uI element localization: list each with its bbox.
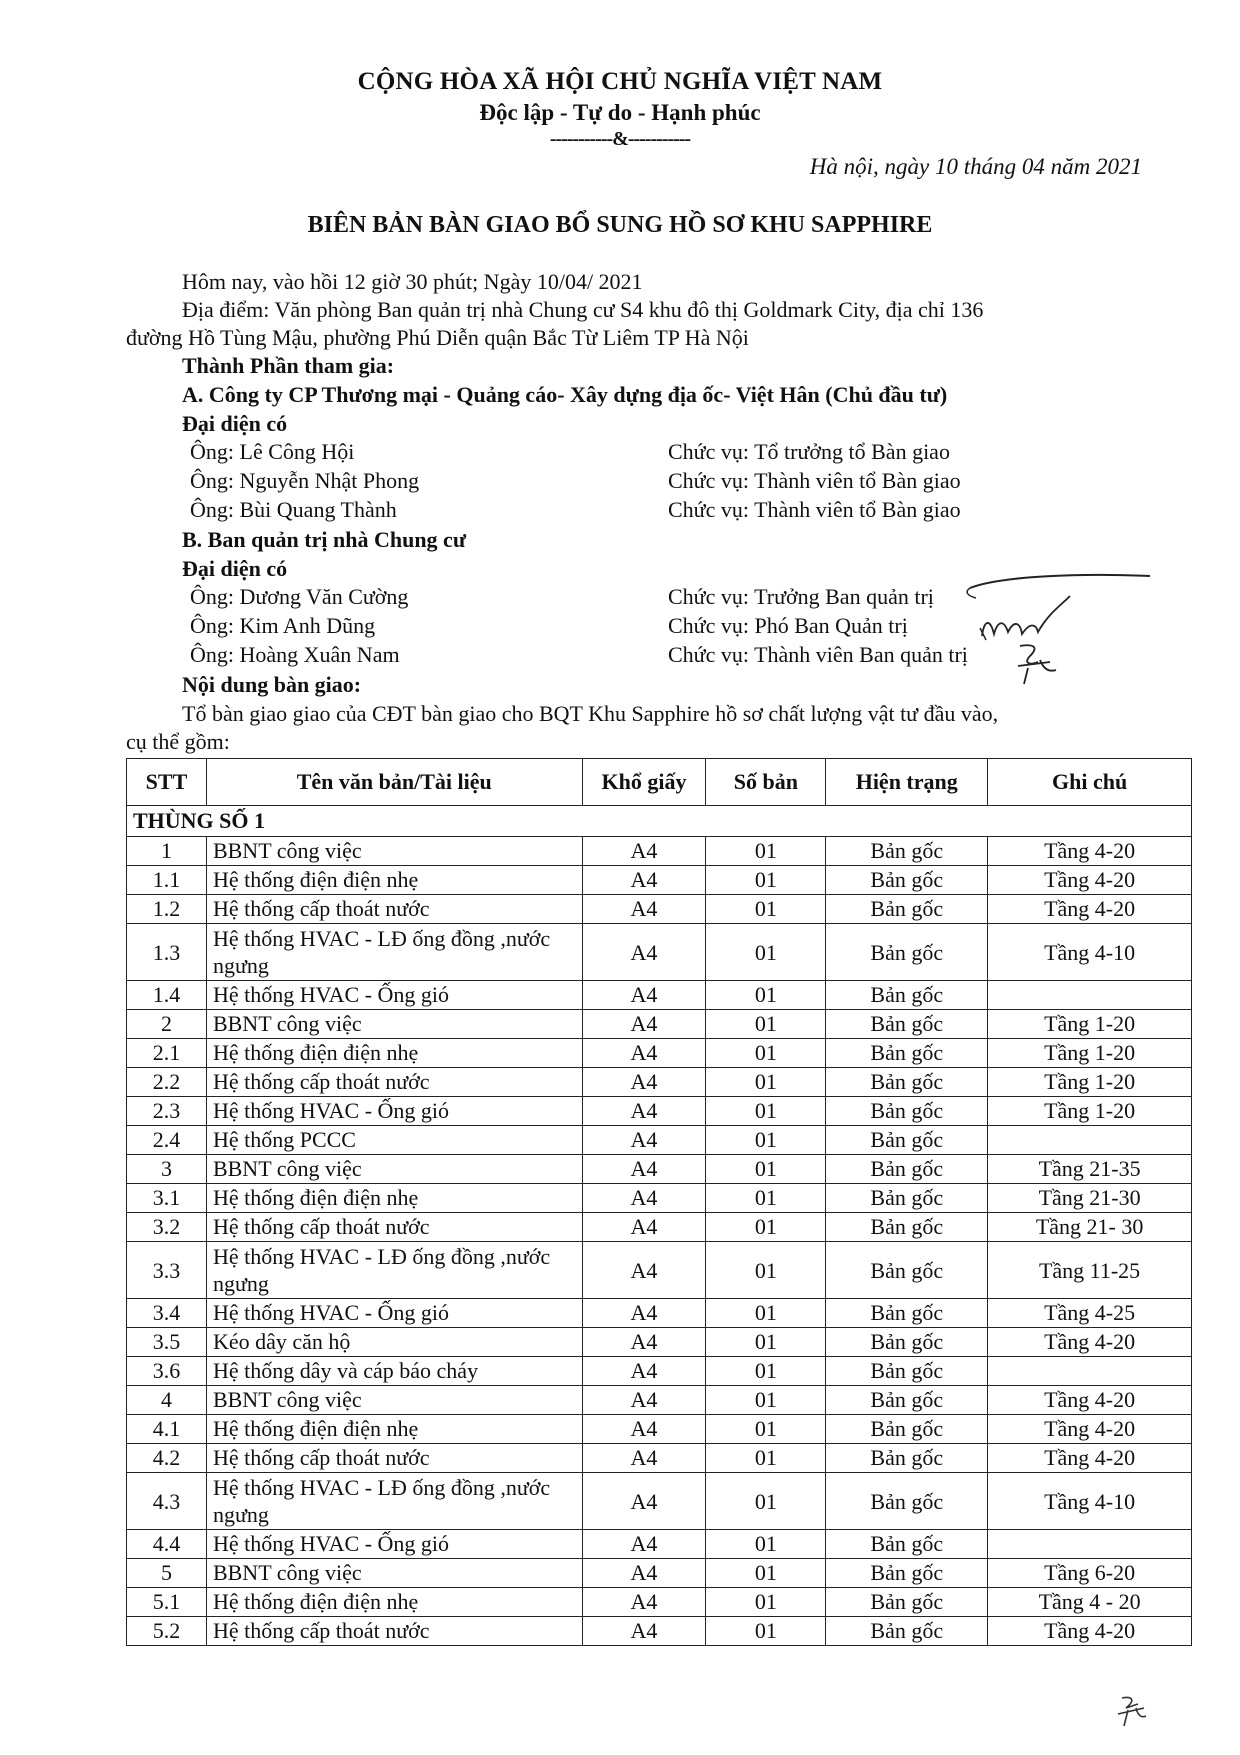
cell-document-name: Hệ thống điện điện nhẹ xyxy=(206,1415,582,1444)
table-row xyxy=(127,1328,1192,1357)
column-header-name: Tên văn bản/Tài liệu xyxy=(206,759,582,806)
party-a-rep-label: Đại diện có xyxy=(182,411,288,436)
cell-paper-size: A4 xyxy=(582,1415,706,1444)
table-row xyxy=(127,981,1192,1010)
cell-status: Bản gốc xyxy=(826,1126,988,1155)
cell-stt: 3.4 xyxy=(127,1299,207,1328)
cell-stt: 5.1 xyxy=(127,1588,207,1617)
table-row xyxy=(127,1617,1192,1646)
cell-note: Tầng 21- 30 xyxy=(988,1213,1192,1242)
cell-note: Tầng 4-20 xyxy=(988,1415,1192,1444)
cell-document-name: Hệ thống cấp thoát nước xyxy=(206,1617,582,1646)
table-row xyxy=(127,837,1192,866)
cell-status: Bản gốc xyxy=(826,981,988,1010)
cell-copies: 01 xyxy=(706,1242,826,1299)
cell-note: Tầng 1-20 xyxy=(988,1097,1192,1126)
cell-document-name: Hệ thống PCCC xyxy=(206,1126,582,1155)
table-body xyxy=(127,806,1192,1646)
cell-status: Bản gốc xyxy=(826,1184,988,1213)
table-row xyxy=(127,1213,1192,1242)
column-header-copies: Số bản xyxy=(706,759,826,806)
cell-status: Bản gốc xyxy=(826,1155,988,1184)
cell-stt: 3.1 xyxy=(127,1184,207,1213)
content-desc-line1: Tổ bàn giao giao của CĐT bàn giao cho BQT Khu Sapphire hồ sơ chất lượng vật tư đầu vào, xyxy=(182,701,999,726)
cell-note: Tầng 4-25 xyxy=(988,1299,1192,1328)
cell-copies: 01 xyxy=(706,1155,826,1184)
cell-stt: 5.2 xyxy=(127,1617,207,1646)
cell-status: Bản gốc xyxy=(826,1242,988,1299)
cell-status: Bản gốc xyxy=(826,1328,988,1357)
cell-copies: 01 xyxy=(706,1299,826,1328)
cell-note: Tầng 4-20 xyxy=(988,837,1192,866)
content-label: Nội dung bàn giao: xyxy=(182,672,362,697)
cell-stt: 1 xyxy=(127,837,207,866)
cell-document-name: Hệ thống điện điện nhẹ xyxy=(206,1039,582,1068)
cell-copies: 01 xyxy=(706,924,826,981)
cell-copies: 01 xyxy=(706,837,826,866)
cell-note: Tầng 4-20 xyxy=(988,1386,1192,1415)
party-b-member-role: Chức vụ: Trưởng Ban quản trị xyxy=(668,584,934,609)
intro-location-line2: đường Hồ Tùng Mậu, phường Phú Diễn quận Bắc Từ Liêm TP Hà Nội xyxy=(126,325,749,350)
table-row xyxy=(127,1299,1192,1328)
table-row xyxy=(127,1473,1192,1530)
cell-note: Tầng 4-10 xyxy=(988,1473,1192,1530)
cell-paper-size: A4 xyxy=(582,837,706,866)
participants-label: Thành Phần tham gia: xyxy=(182,353,395,378)
column-header-status: Hiện trạng xyxy=(826,759,988,806)
cell-note: Tầng 4-20 xyxy=(988,866,1192,895)
table-row xyxy=(127,1588,1192,1617)
cell-status: Bản gốc xyxy=(826,1357,988,1386)
table-row xyxy=(127,895,1192,924)
cell-document-name: Hệ thống điện điện nhẹ xyxy=(206,1184,582,1213)
cell-paper-size: A4 xyxy=(582,1559,706,1588)
cell-paper-size: A4 xyxy=(582,1242,706,1299)
cell-paper-size: A4 xyxy=(582,1039,706,1068)
party-a-member-role: Chức vụ: Thành viên tổ Bàn giao xyxy=(668,468,961,493)
cell-paper-size: A4 xyxy=(582,1530,706,1559)
intro-time: Hôm nay, vào hồi 12 giờ 30 phút; Ngày 10/04/ 2021 xyxy=(182,269,643,294)
cell-copies: 01 xyxy=(706,1068,826,1097)
cell-stt: 1.1 xyxy=(127,866,207,895)
cell-stt: 1.4 xyxy=(127,981,207,1010)
party-b-heading: B. Ban quản trị nhà Chung cư xyxy=(182,527,467,552)
cell-paper-size: A4 xyxy=(582,1126,706,1155)
cell-document-name: Hệ thống HVAC - LĐ ống đồng ,nước ngưng xyxy=(206,1473,582,1530)
cell-status: Bản gốc xyxy=(826,924,988,981)
cell-note: Tầng 21-30 xyxy=(988,1184,1192,1213)
cell-copies: 01 xyxy=(706,1097,826,1126)
party-a-member-name: Ông: Nguyễn Nhật Phong xyxy=(190,468,420,493)
cell-paper-size: A4 xyxy=(582,866,706,895)
cell-stt: 4 xyxy=(127,1386,207,1415)
cell-stt: 4.1 xyxy=(127,1415,207,1444)
cell-note: Tầng 4 - 20 xyxy=(988,1588,1192,1617)
cell-document-name: Hệ thống dây và cáp báo cháy xyxy=(206,1357,582,1386)
cell-status: Bản gốc xyxy=(826,1097,988,1126)
table-row xyxy=(127,1097,1192,1126)
national-title: CỘNG HÒA XÃ HỘI CHỦ NGHĨA VIỆT NAM xyxy=(357,68,883,95)
cell-note: Tầng 1-20 xyxy=(988,1068,1192,1097)
cell-copies: 01 xyxy=(706,1039,826,1068)
cell-stt: 2.4 xyxy=(127,1126,207,1155)
cell-status: Bản gốc xyxy=(826,1617,988,1646)
cell-copies: 01 xyxy=(706,1473,826,1530)
table-row xyxy=(127,1068,1192,1097)
cell-note xyxy=(988,1357,1192,1386)
cell-copies: 01 xyxy=(706,1386,826,1415)
cell-copies: 01 xyxy=(706,1444,826,1473)
national-motto: Độc lập - Tự do - Hạnh phúc xyxy=(479,100,761,125)
party-a-member-name: Ông: Bùi Quang Thành xyxy=(190,497,397,522)
cell-status: Bản gốc xyxy=(826,1039,988,1068)
section-label: THÙNG SỐ 1 xyxy=(127,806,1192,837)
cell-document-name: Hệ thống cấp thoát nước xyxy=(206,1213,582,1242)
cell-status: Bản gốc xyxy=(826,1530,988,1559)
cell-stt: 1.2 xyxy=(127,895,207,924)
cell-status: Bản gốc xyxy=(826,1213,988,1242)
cell-stt: 3.2 xyxy=(127,1213,207,1242)
cell-document-name: Hệ thống HVAC - Ống gió xyxy=(206,1530,582,1559)
cell-paper-size: A4 xyxy=(582,1097,706,1126)
cell-status: Bản gốc xyxy=(826,1444,988,1473)
cell-stt: 4.4 xyxy=(127,1530,207,1559)
cell-stt: 5 xyxy=(127,1559,207,1588)
party-b-member-role: Chức vụ: Phó Ban Quản trị xyxy=(668,613,908,638)
cell-status: Bản gốc xyxy=(826,1010,988,1039)
cell-status: Bản gốc xyxy=(826,1299,988,1328)
cell-document-name: Hệ thống cấp thoát nước xyxy=(206,1068,582,1097)
cell-note: Tầng 4-20 xyxy=(988,1444,1192,1473)
cell-document-name: Hệ thống điện điện nhẹ xyxy=(206,1588,582,1617)
table-header-row xyxy=(127,759,1192,806)
cell-copies: 01 xyxy=(706,1588,826,1617)
cell-status: Bản gốc xyxy=(826,1415,988,1444)
cell-copies: 01 xyxy=(706,1328,826,1357)
table-row xyxy=(127,1184,1192,1213)
cell-stt: 1.3 xyxy=(127,924,207,981)
cell-note xyxy=(988,981,1192,1010)
cell-paper-size: A4 xyxy=(582,1213,706,1242)
cell-copies: 01 xyxy=(706,1184,826,1213)
cell-paper-size: A4 xyxy=(582,1299,706,1328)
cell-copies: 01 xyxy=(706,895,826,924)
cell-paper-size: A4 xyxy=(582,1357,706,1386)
content-desc-line2: cụ thể gồm: xyxy=(126,729,230,754)
table-row xyxy=(127,1357,1192,1386)
cell-note: Tầng 21-35 xyxy=(988,1155,1192,1184)
cell-stt: 3.3 xyxy=(127,1242,207,1299)
document-title: BIÊN BẢN BÀN GIAO BỔ SUNG HỒ SƠ KHU SAPPHIRE xyxy=(307,212,933,238)
cell-paper-size: A4 xyxy=(582,1184,706,1213)
cell-document-name: Hệ thống HVAC - Ống gió xyxy=(206,1097,582,1126)
cell-document-name: Hệ thống HVAC - Ống gió xyxy=(206,1299,582,1328)
table-row xyxy=(127,924,1192,981)
party-b-rep-label: Đại diện có xyxy=(182,556,288,581)
cell-note: Tầng 11-25 xyxy=(988,1242,1192,1299)
party-a-member-role: Chức vụ: Thành viên tổ Bàn giao xyxy=(668,497,961,522)
signature-mark xyxy=(960,568,1160,678)
party-a-heading: A. Công ty CP Thương mại - Quảng cáo- Xây dựng địa ốc- Việt Hân (Chủ đầu tư) xyxy=(182,382,948,407)
table-row xyxy=(127,866,1192,895)
cell-status: Bản gốc xyxy=(826,895,988,924)
page-initial-mark xyxy=(1110,1690,1150,1730)
cell-status: Bản gốc xyxy=(826,837,988,866)
handover-table xyxy=(126,758,1192,1646)
cell-copies: 01 xyxy=(706,1357,826,1386)
cell-note: Tầng 4-20 xyxy=(988,1328,1192,1357)
cell-document-name: Hệ thống điện điện nhẹ xyxy=(206,866,582,895)
table-row xyxy=(127,1530,1192,1559)
cell-note: Tầng 4-10 xyxy=(988,924,1192,981)
cell-paper-size: A4 xyxy=(582,1328,706,1357)
cell-paper-size: A4 xyxy=(582,1588,706,1617)
party-b-member-role: Chức vụ: Thành viên Ban quản trị xyxy=(668,642,968,667)
table-row xyxy=(127,1242,1192,1299)
table-row xyxy=(127,1039,1192,1068)
cell-document-name: Hệ thống HVAC - LĐ ống đồng ,nước ngưng xyxy=(206,924,582,981)
cell-stt: 4.2 xyxy=(127,1444,207,1473)
cell-paper-size: A4 xyxy=(582,1068,706,1097)
cell-copies: 01 xyxy=(706,1415,826,1444)
table-row xyxy=(127,1155,1192,1184)
cell-copies: 01 xyxy=(706,1559,826,1588)
cell-paper-size: A4 xyxy=(582,895,706,924)
cell-copies: 01 xyxy=(706,1010,826,1039)
cell-stt: 3 xyxy=(127,1155,207,1184)
header-separator: -----------&----------- xyxy=(549,128,691,150)
cell-note: Tầng 1-20 xyxy=(988,1010,1192,1039)
cell-document-name: Hệ thống HVAC - LĐ ống đồng ,nước ngưng xyxy=(206,1242,582,1299)
table-row xyxy=(127,1386,1192,1415)
cell-document-name: Hệ thống cấp thoát nước xyxy=(206,895,582,924)
cell-document-name: Hệ thống HVAC - Ống gió xyxy=(206,981,582,1010)
cell-copies: 01 xyxy=(706,1213,826,1242)
party-a-member-role: Chức vụ: Tổ trưởng tổ Bàn giao xyxy=(668,439,950,464)
cell-document-name: BBNT công việc xyxy=(206,1559,582,1588)
table-row xyxy=(127,1010,1192,1039)
party-b-member-name: Ông: Dương Văn Cường xyxy=(190,584,409,609)
cell-stt: 2.2 xyxy=(127,1068,207,1097)
cell-document-name: Kéo dây căn hộ xyxy=(206,1328,582,1357)
cell-copies: 01 xyxy=(706,981,826,1010)
cell-copies: 01 xyxy=(706,866,826,895)
cell-paper-size: A4 xyxy=(582,1155,706,1184)
cell-paper-size: A4 xyxy=(582,1010,706,1039)
cell-copies: 01 xyxy=(706,1617,826,1646)
cell-document-name: BBNT công việc xyxy=(206,1010,582,1039)
cell-stt: 2.1 xyxy=(127,1039,207,1068)
cell-document-name: BBNT công việc xyxy=(206,1386,582,1415)
table-row xyxy=(127,1415,1192,1444)
cell-document-name: BBNT công việc xyxy=(206,837,582,866)
cell-document-name: Hệ thống cấp thoát nước xyxy=(206,1444,582,1473)
cell-paper-size: A4 xyxy=(582,1473,706,1530)
column-header-paper: Khổ giấy xyxy=(582,759,706,806)
cell-status: Bản gốc xyxy=(826,1559,988,1588)
party-b-member-name: Ông: Kim Anh Dũng xyxy=(190,613,376,638)
cell-copies: 01 xyxy=(706,1126,826,1155)
cell-stt: 2.3 xyxy=(127,1097,207,1126)
date-line: Hà nội, ngày 10 tháng 04 năm 2021 xyxy=(809,154,1142,179)
cell-status: Bản gốc xyxy=(826,1068,988,1097)
initial-mark xyxy=(1010,640,1060,688)
cell-note xyxy=(988,1126,1192,1155)
cell-note: Tầng 1-20 xyxy=(988,1039,1192,1068)
table-row xyxy=(127,1126,1192,1155)
section-row xyxy=(127,806,1192,837)
cell-paper-size: A4 xyxy=(582,1617,706,1646)
cell-paper-size: A4 xyxy=(582,924,706,981)
cell-status: Bản gốc xyxy=(826,1386,988,1415)
cell-note: Tầng 4-20 xyxy=(988,1617,1192,1646)
cell-note: Tầng 4-20 xyxy=(988,895,1192,924)
intro-location-line1: Địa điểm: Văn phòng Ban quản trị nhà Chung cư S4 khu đô thị Goldmark City, địa chỉ 136 xyxy=(182,297,984,322)
cell-status: Bản gốc xyxy=(826,1588,988,1617)
cell-stt: 3.6 xyxy=(127,1357,207,1386)
cell-status: Bản gốc xyxy=(826,1473,988,1530)
cell-paper-size: A4 xyxy=(582,1444,706,1473)
cell-copies: 01 xyxy=(706,1530,826,1559)
cell-status: Bản gốc xyxy=(826,866,988,895)
cell-stt: 3.5 xyxy=(127,1328,207,1357)
cell-stt: 2 xyxy=(127,1010,207,1039)
cell-document-name: BBNT công việc xyxy=(206,1155,582,1184)
cell-note xyxy=(988,1530,1192,1559)
column-header-note: Ghi chú xyxy=(988,759,1192,806)
column-header-stt: STT xyxy=(127,759,207,806)
cell-stt: 4.3 xyxy=(127,1473,207,1530)
cell-paper-size: A4 xyxy=(582,1386,706,1415)
party-a-member-name: Ông: Lê Công Hội xyxy=(190,439,355,464)
table-row xyxy=(127,1559,1192,1588)
table-row xyxy=(127,1444,1192,1473)
cell-paper-size: A4 xyxy=(582,981,706,1010)
party-b-member-name: Ông: Hoàng Xuân Nam xyxy=(190,642,400,667)
cell-note: Tầng 6-20 xyxy=(988,1559,1192,1588)
